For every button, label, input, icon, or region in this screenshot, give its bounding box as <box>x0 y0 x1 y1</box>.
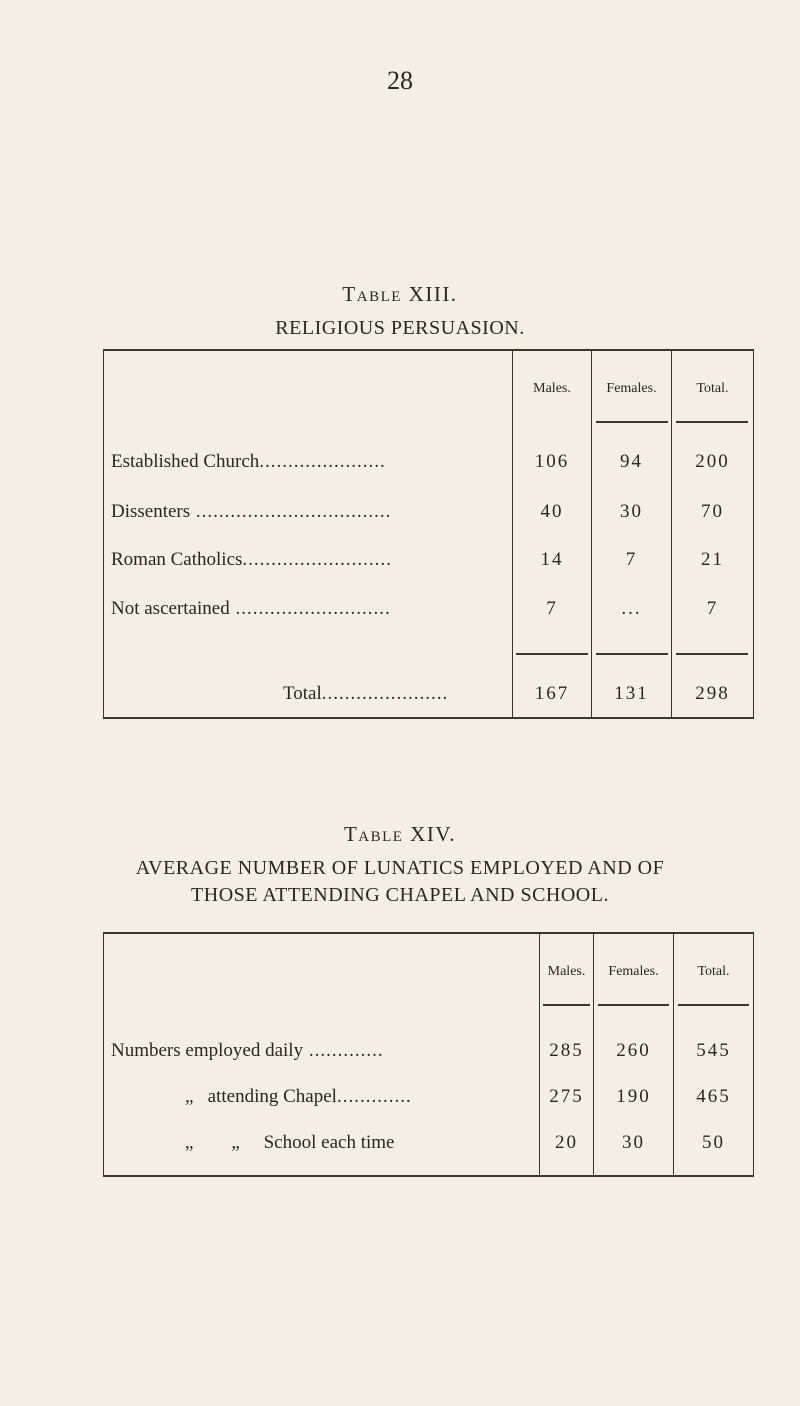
table13-title: RELIGIOUS PERSUASION. <box>275 317 525 339</box>
table-cell-males: 14 <box>540 549 564 570</box>
table-cell-total: 21 <box>701 549 724 570</box>
table-cell-total: 70 <box>701 501 724 522</box>
total-rule <box>596 653 668 655</box>
table14-right-border <box>753 932 754 1177</box>
table14-top-rule <box>103 932 754 934</box>
table-cell-males: 275 <box>549 1086 584 1107</box>
total-rule <box>516 653 588 655</box>
table-cell-females: ... <box>621 598 642 619</box>
table-cell-total: 50 <box>702 1132 725 1153</box>
total-rule <box>676 653 748 655</box>
table-row-label: Numbers employed daily ............. <box>111 1040 384 1061</box>
total-cell-males: 167 <box>534 683 570 704</box>
page-number: 28 <box>387 66 413 95</box>
table14-header-males: Males. <box>547 964 586 979</box>
table-cell-males: 40 <box>540 501 564 522</box>
table-row-label: Dissenters .................................. <box>111 501 392 522</box>
table-cell-males: 7 <box>546 598 558 619</box>
table14-header-females: Females. <box>608 964 659 979</box>
table-row-label: Roman Catholics.......................... <box>111 549 392 570</box>
table14-header-total: Total. <box>697 964 730 979</box>
total-cell-females: 131 <box>614 683 649 704</box>
table13-bottom-rule <box>103 717 754 719</box>
table13 <box>103 349 754 719</box>
header-underline <box>676 421 748 423</box>
table-row-label: Not ascertained ........................... <box>111 598 391 619</box>
table13-caption: Table XIII. <box>342 282 458 306</box>
table-cell-females: 94 <box>620 451 643 472</box>
table13-right-border <box>753 349 754 719</box>
header-underline <box>596 421 668 423</box>
table13-header-males: Males. <box>533 381 571 396</box>
table13-col-divider <box>512 349 513 719</box>
table13-left-border <box>103 349 104 719</box>
table-cell-males: 285 <box>549 1040 584 1061</box>
header-underline <box>543 1004 590 1006</box>
total-row-label: Total...................... <box>283 683 449 704</box>
table13-header-total: Total. <box>696 381 729 396</box>
table14-title-line2: THOSE ATTENDING CHAPEL AND SCHOOL. <box>191 884 609 906</box>
table-cell-total: 7 <box>706 598 719 619</box>
table-cell-males: 20 <box>555 1132 578 1153</box>
table-cell-males: 106 <box>534 451 570 472</box>
table14-title-line1: AVERAGE NUMBER OF LUNATICS EMPLOYED AND OF <box>135 857 665 879</box>
table-cell-females: 190 <box>616 1086 651 1107</box>
table14-left-border <box>103 932 104 1177</box>
table14-bottom-rule <box>103 1175 754 1177</box>
table13-col-divider <box>591 349 592 719</box>
header-underline <box>598 1004 669 1006</box>
total-cell-total: 298 <box>695 683 730 704</box>
table-cell-females: 30 <box>620 501 643 522</box>
table-row-label: „ attending Chapel............. <box>185 1086 412 1107</box>
table-row-label: Established Church...................... <box>111 451 386 472</box>
table13-col-divider <box>671 349 672 719</box>
table-cell-total: 200 <box>695 451 730 472</box>
table-cell-females: 260 <box>616 1040 651 1061</box>
table-cell-females: 7 <box>625 549 638 570</box>
table-row-label: „ „ School each time <box>185 1132 395 1153</box>
table-cell-total: 545 <box>696 1040 731 1061</box>
table14 <box>103 932 754 1177</box>
table13-top-rule <box>103 349 754 351</box>
header-underline <box>678 1004 749 1006</box>
table-cell-total: 465 <box>696 1086 731 1107</box>
table14-caption: Table XIV. <box>343 822 457 846</box>
table13-header-females: Females. <box>606 381 657 396</box>
table-cell-females: 30 <box>622 1132 645 1153</box>
